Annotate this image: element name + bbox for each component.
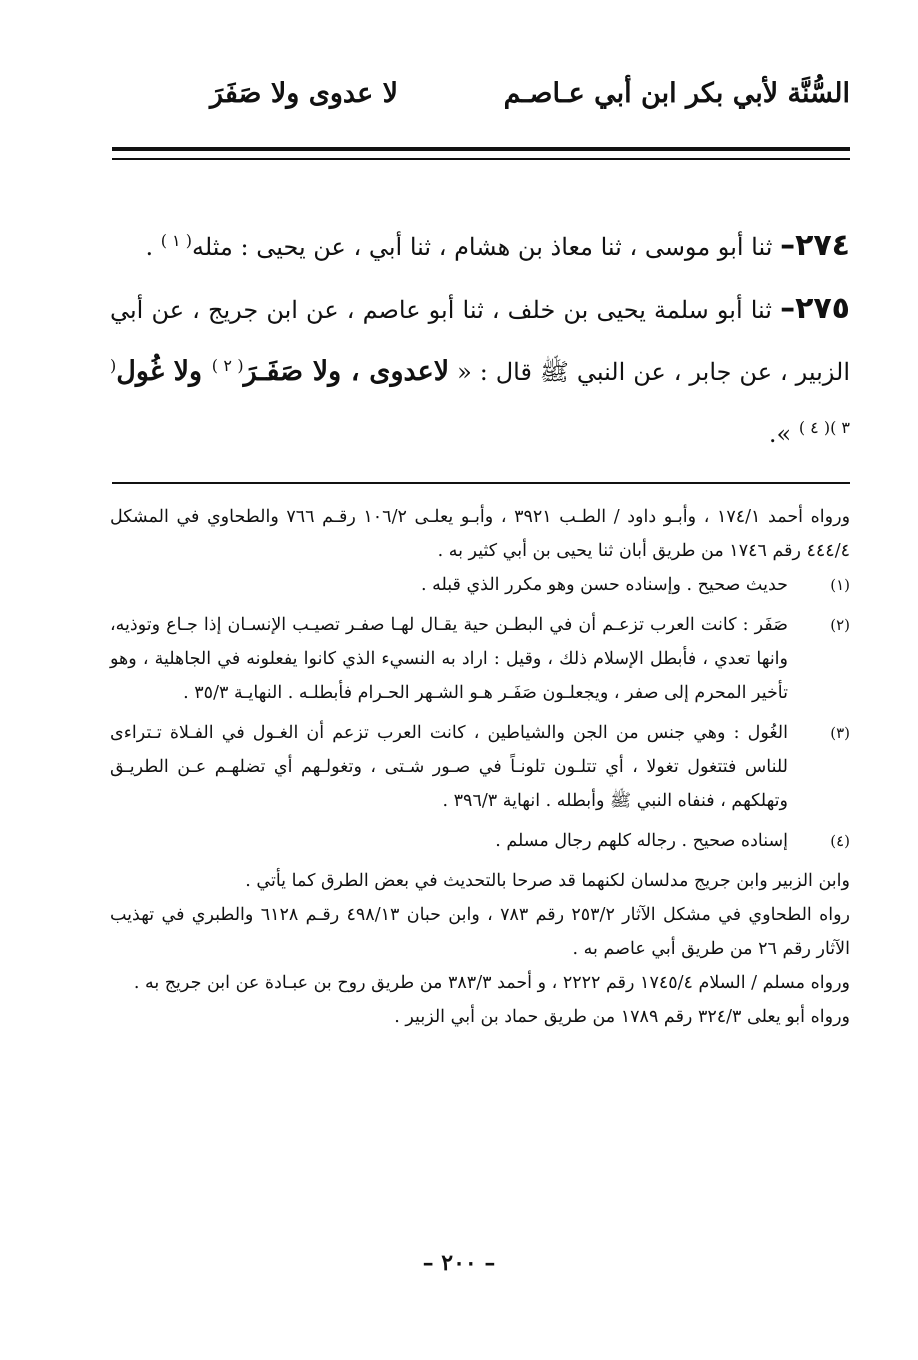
- footnote-text: صَفَر : كانت العرب تزعـم أن في البطـن حية يقـال لهـا صفـر تصيـب الإنسـان إذا جـاع وتوذيه، وانها تعدي ، فأبطل الإسلام ذلك ، وقيل : اراد به النسيء الذي كانوا يفعلونه في الجاهلية ، وهو تأخير المحرم إلى صفر ، ويجعلـون صَفَـر هـو الشـهر الحـرام فأبطلـه . النهايـة ٣٥/٣ .: [110, 615, 788, 703]
- running-header-book-title: السُّنَّة لأبي بكر ابن أبي عـاصـم: [503, 78, 850, 109]
- hadith-number: ٢٧٥–: [780, 291, 850, 326]
- hadith-matn: ولا غُول: [116, 356, 212, 387]
- footnote-3: [110, 716, 850, 818]
- footnote-continuation: ورواه مسلم / السلام ١٧٤٥/٤ رقم ٢٢٢٢ ، و أحمد ٣٨٣/٣ من طريق روح بن عبـادة عن ابن جريج به .: [133, 973, 850, 993]
- footnote-ref: ( ٢ ): [211, 356, 244, 375]
- footnote-text: إسناده صحيح . رجاله كلهم رجال مسلم .: [495, 831, 788, 851]
- hadith-275: [110, 278, 850, 465]
- footnote-4: [110, 824, 850, 858]
- hadith-number: ٢٧٤–: [780, 228, 850, 263]
- footnote-number: (١): [830, 576, 850, 594]
- footnotes: [110, 500, 850, 1034]
- footnote-1: [110, 568, 850, 602]
- footnote-number: (٢): [830, 616, 850, 634]
- footnote-number: (٤): [830, 832, 850, 850]
- hadith-matn: لاعدوى ، ولا صَفَـرَ: [243, 356, 450, 387]
- footnote-separator: [112, 482, 850, 484]
- footnote-text: حديث صحيح . وإسناده حسن وهو مكرر الذي قبله .: [420, 575, 788, 595]
- footnote-continuation: رواه الطحاوي في مشكل الآثار ٢٥٣/٢ رقم ٧٨٣ ، وابن حبان ٤٩٨/١٣ رقـم ٦١٢٨ والطبري في تهذيب الآثار رقم ٢٦ من طريق أبي عاصم به .: [110, 905, 850, 959]
- hadith-isnad: ثنا أبو سلمة يحيى بن خلف ، ثنا أبو عاصم ، عن ابن جريج ، عن أبي الزبير ، عن جابر ، عن النبي ﷺ قال : «: [110, 296, 851, 386]
- running-header-chapter-title: لا عدوى ولا صَفَرَ: [210, 78, 398, 109]
- main-text: [110, 215, 850, 465]
- footnote-number: (٣): [830, 724, 850, 742]
- footnote-preceding-text: ورواه أحمد ١٧٤/١ ، وأبـو داود / الطـب ٣٩٢١ ، وأبـو يعلـى ١٠٦/٢ رقـم ٧٦٦ والطحاوي في المشكل ٤٤٤/٤ رقم ١٧٤٦ من طريق أبان ثنا يحيى بن أبي كثير به .: [110, 507, 851, 561]
- footnote-continuation: ورواه أبو يعلى ٣٢٤/٣ رقم ١٧٨٩ من طريق حماد بن أبي الزبير .: [394, 1007, 850, 1027]
- footnote-ref: ( ٤ ): [798, 418, 831, 437]
- header-rule-thick: [112, 147, 850, 151]
- footnote-2: [110, 608, 850, 710]
- footnote-text: الغُول : وهي جنس من الجن والشياطين ، كانت العرب تزعم أن الغـول في الفـلاة تـتراءى للناس فتتغول تغولا ، أي تتلـون تلونـاً في صـور شـتى ، وتغولـهم أي تضلهـم عـن الطريـق وتهلكهم ، فنفاه النبي ﷺ وأبطله . انهاية ٣٩٦/٣ .: [110, 723, 788, 811]
- header-rule-thin: [112, 158, 850, 160]
- footnote-ref: ( ١ ): [160, 231, 192, 250]
- hadith-end: ».: [768, 420, 799, 448]
- footnote-ref: ( ٣ ): [110, 356, 850, 437]
- footnote-continuation: وابن الزبير وابن جريج مدلسان لكنهما قد صرحا بالتحديث في بعض الطرق كما يأتي .: [245, 871, 850, 891]
- hadith-end: .: [145, 233, 161, 261]
- hadith-text: ثنا أبو موسى ، ثنا معاذ بن هشام ، ثنا أبي ، عن يحيى : مثله: [191, 233, 773, 261]
- hadith-274: [110, 215, 850, 278]
- page-number: – ٢٠٠ –: [422, 1250, 496, 1276]
